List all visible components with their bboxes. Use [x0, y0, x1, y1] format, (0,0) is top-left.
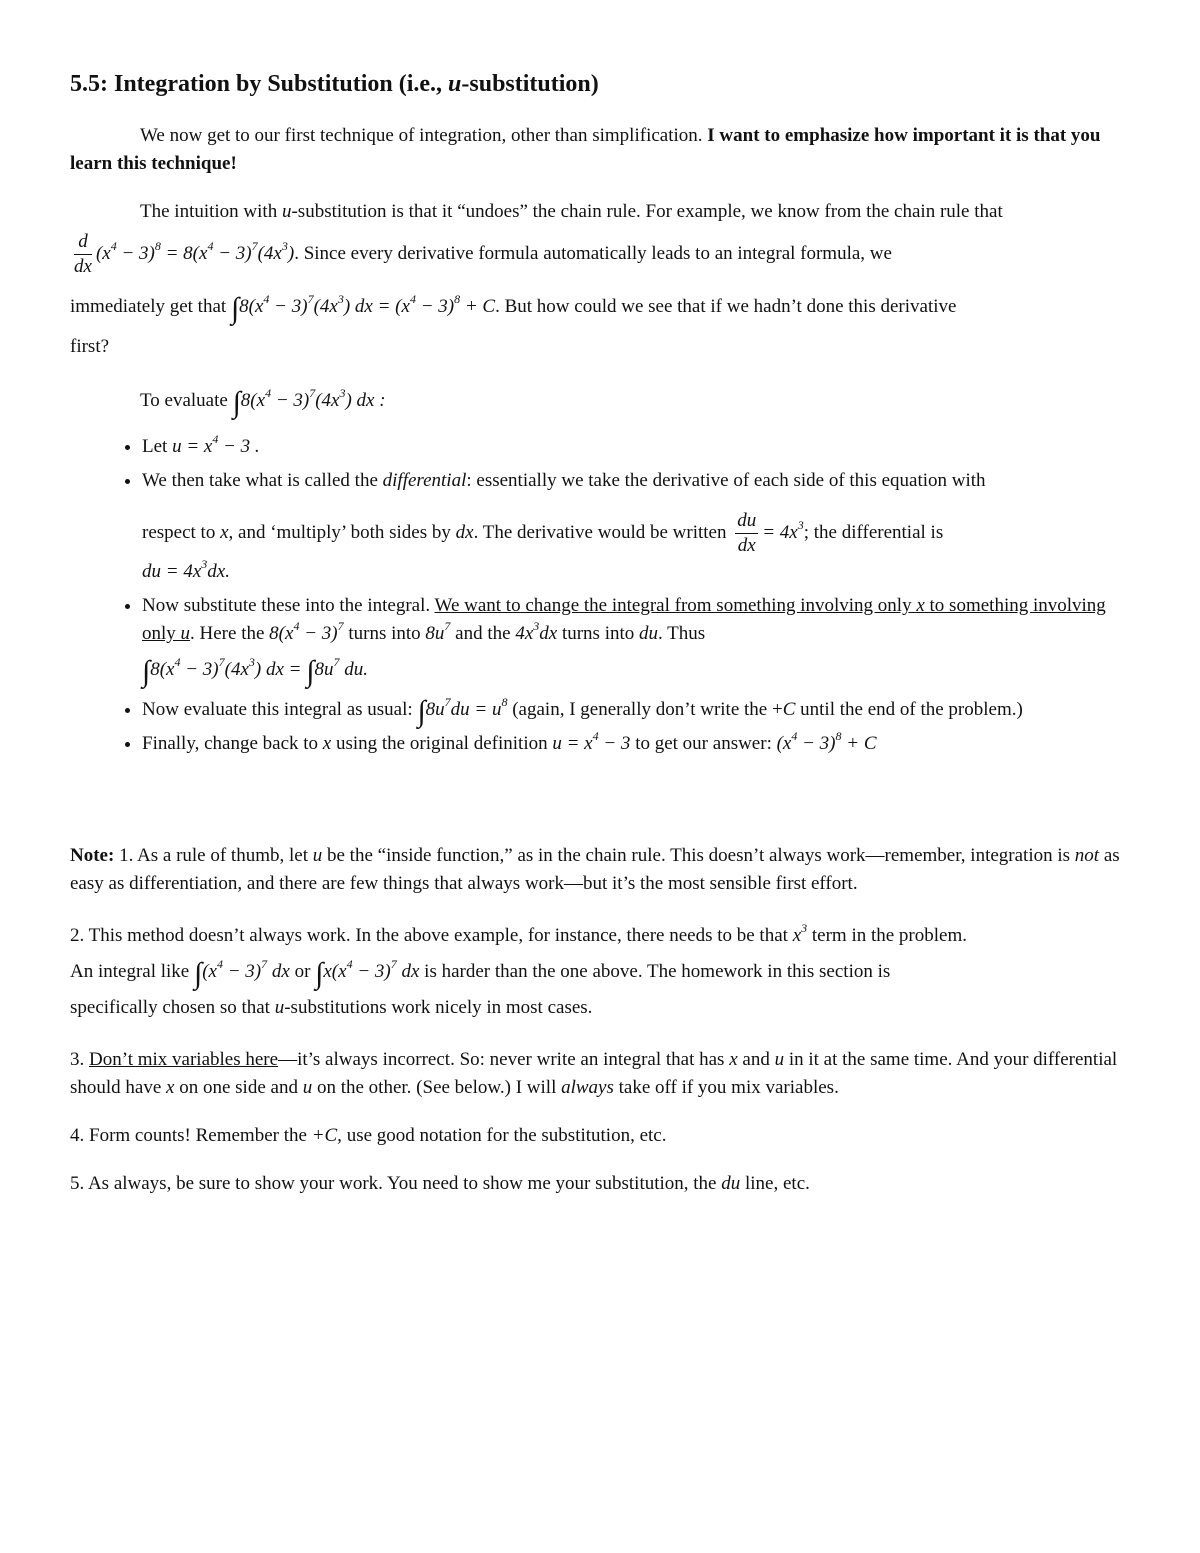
intuition-integral-line: immediately get that $\int 8(x^4 - 3)^7(4x^3)$ dx = $(x^4 - 3)^8 + C$. But how could we see that if we hadn’t done this derivative	[70, 292, 957, 325]
list-item: • Finally, change back to x using the original definition $u = x^4 - 3$ to get our answer: $(x^4 - 3)^8 + C$	[142, 730, 1130, 758]
list-item: • We then take what is called the differential: essentially we take the derivative of each side of this equation with respect to x, and ‘multiply’ both sides by dx. The derivative would be written $\frac{du}{dx}$ = $4x^3$; the differential is du = $4x^3dx$.	[142, 467, 1130, 586]
note-4: 4. Form counts! Remember the +C, use good notation for the substitution, etc.	[70, 1125, 667, 1146]
notes-section	[70, 842, 1130, 1198]
steps-list	[70, 433, 1130, 758]
intro-paragraph: We now get to our first technique of integration, other than simplification. I want to emphasize how important it is that you learn this technique!	[70, 125, 1101, 174]
note-3: 3. Don’t mix variables here—it’s always incorrect. So: never write an integral that has x and u in it at the same time. And your differential should have x on one side and u on the other. (See below.) I will always take off if you mix variables.	[70, 1049, 1118, 1098]
list-item: • Let $u = x^4 - 3$ .	[142, 433, 1130, 461]
du-dx-fraction: $\frac{du}{dx}$	[737, 510, 757, 556]
intuition-paragraph: The intuition with u-substitution is that it “undoes” the chain rule. For example, we know from the chain rule that	[140, 201, 1003, 222]
intuition-end: first?	[70, 336, 110, 357]
document-page	[70, 70, 1130, 1218]
list-item: • Now evaluate this integral as usual: $\int 8u^7du = u^8$ (again, I generally don’t write the +C until the end of the problem.)	[142, 696, 1130, 724]
evaluate-line: To evaluate $\int 8(x^4 - 3)^7(4x^3)$ dx :	[140, 386, 386, 419]
page-title: 5.5: Integration by Substitution (i.e., u-substitution)	[70, 71, 599, 97]
note-5: 5. As always, be sure to show your work. You need to show me your substitution, the du line, etc.	[70, 1173, 810, 1194]
intuition-formula-line: $\frac{d}{dx}$ $(x^4 - 3)^8 = 8(x^4 - 3)^7(4x^3)$. Since every derivative formula automatically leads to an integral formula, we	[74, 231, 892, 277]
derivative-operator: $\frac{d}{dx}$	[74, 231, 92, 277]
list-item: • Now substitute these into the integral. We want to change the integral from something involving only x to something involving only u. Here the $8(x^4 - 3)^7$ turns into $8u^7$ and the $4x^3dx$ turns into du. Thus $\int 8(x^4 - 3)^7(4x^3)$ dx = $\int 8u^7$ du.	[142, 592, 1130, 684]
note-1: Note: 1. As a rule of thumb, let u be the “inside function,” as in the chain rule. This doesn’t always work—remember, integration is not as easy as differentiation, and there are few things that always work—but it’s the most sensible first effort.	[70, 845, 1120, 894]
note-2: 2. This method doesn’t always work. In the above example, for instance, there needs to be that $x^3$ term in the problem. An integral like $\int(x^4 - 3)^7$ dx or $\int x(x^4 - 3)^7$ dx is harder than the one above. The homework in this section is specifically chosen so that u-substitutions work nicely in most cases.	[70, 921, 968, 1018]
